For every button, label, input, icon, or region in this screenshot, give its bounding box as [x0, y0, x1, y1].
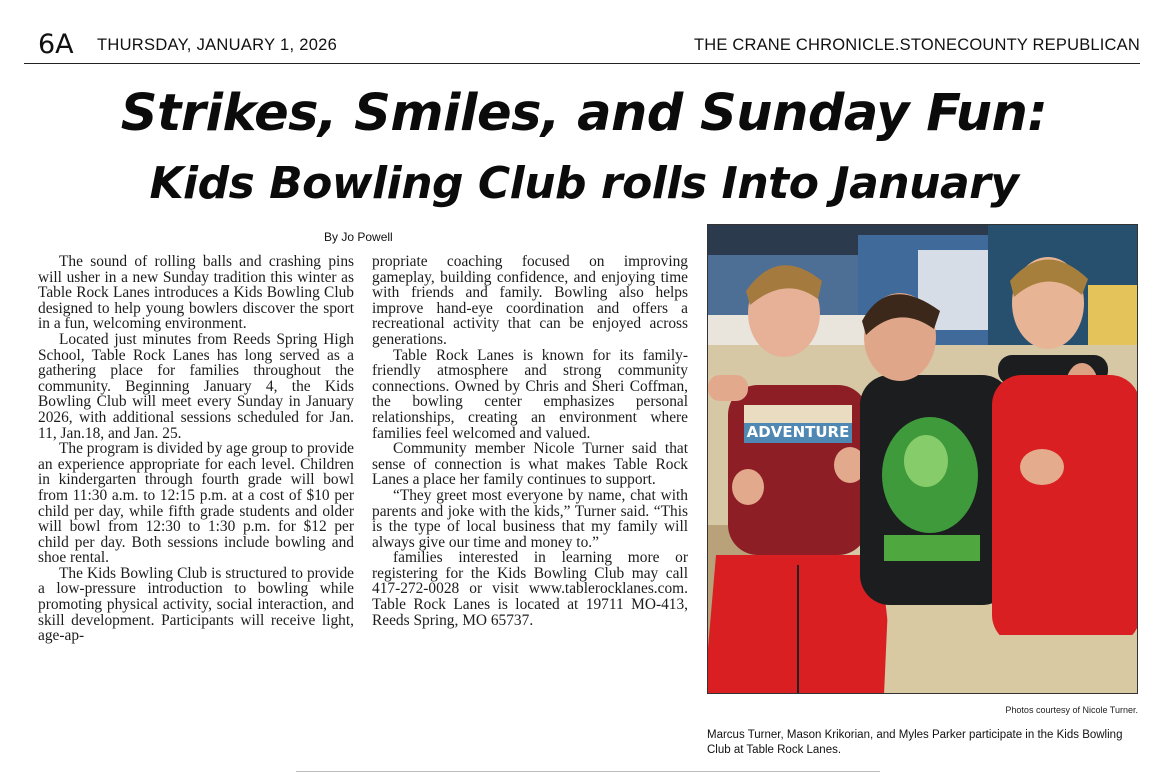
bottom-divider: [296, 771, 880, 772]
shirt-graphic-text: ADVENTURE: [746, 423, 850, 441]
article-photo: [707, 224, 1138, 694]
paragraph: The program is divided by age group to provide an experience appropriate for each level. Children in kindergarten through fourth grade will bowl from 11:30 a.m. to 12:15 p.m. at a cost of $10 per child per day, while fifth grade students and older will bowl from 12:30 to 1:30 p.m. for $12 per child per day. Both sessions include bowling and shoe rental.: [38, 440, 354, 567]
photo-caption: Marcus Turner, Mason Krikorian, and Myles Parker participate in the Kids Bowling Club at Table Rock Lanes.: [707, 729, 1123, 756]
paragraph: The sound of rolling balls and crashing pins will usher in a new Sunday tradition this winter as Table Rock Lanes introduces a Kids Bowling Club designed to help young bowlers discover the sport in a fun, welcoming environment.: [38, 253, 354, 333]
publication-name: THE CRANE CHRONICLE.STONECOUNTY REPUBLICAN: [693, 36, 1140, 54]
paragraph: families interested in learning more or registering for the Kids Bowling Club may call 417-272-0028 or visit www.tablerocklanes.com. Table Rock Lanes is located at 19711 MO-413, Reeds Spring, MO 65737.: [372, 549, 688, 629]
photo-illustration: [708, 225, 1138, 694]
headline: Strikes, Smiles, and Sunday Fun:: [120, 84, 1048, 143]
photo-credit: Photos courtesy of Nicole Turner.: [1005, 705, 1138, 715]
subheadline: Kids Bowling Club rolls Into January: [149, 158, 1019, 209]
paragraph: Located just minutes from Reeds Spring High School, Table Rock Lanes has long served as a gathering place for families throughout the community. Beginning January 4, the Kids Bowling Club will meet every Sunday in January 2026, with additional sessions scheduled for Jan. 11, Jan.18, and Jan. 25.: [38, 330, 354, 442]
page-header: [24, 28, 1140, 64]
page-number: 6A: [38, 29, 74, 60]
article-column-1: [38, 254, 354, 644]
paragraph: propriate coaching focused on improving gameplay, building confidence, and enjoying time with friends and family. Bowling also helps improve hand-eye coordination and offers a recreational activity that can be enjoyed across generations.: [372, 253, 688, 348]
byline: By Jo Powell: [324, 230, 393, 244]
article-column-2: [372, 254, 688, 628]
issue-date: THURSDAY, JANUARY 1, 2026: [97, 36, 338, 54]
paragraph: Table Rock Lanes is known for its family-friendly atmosphere and strong community connections. Owned by Chris and Sheri Coffman, the bowling center emphasizes personal relationships, creating an environment where families feel welcomed and valued.: [372, 346, 688, 442]
paragraph: The Kids Bowling Club is structured to provide a low-pressure introduction to bowling while promoting physical activity, social interaction, and skill development. Participants will receive light, age-ap-: [38, 564, 354, 645]
paragraph: Community member Nicole Turner said that sense of connection is what makes Table Rock Lanes a place her family continues to support.: [372, 440, 688, 489]
paragraph: “They greet most everyone by name, chat with parents and joke with the kids,” Turner said. “This is the type of local business that my family will always give our time and money to.”: [372, 486, 688, 551]
